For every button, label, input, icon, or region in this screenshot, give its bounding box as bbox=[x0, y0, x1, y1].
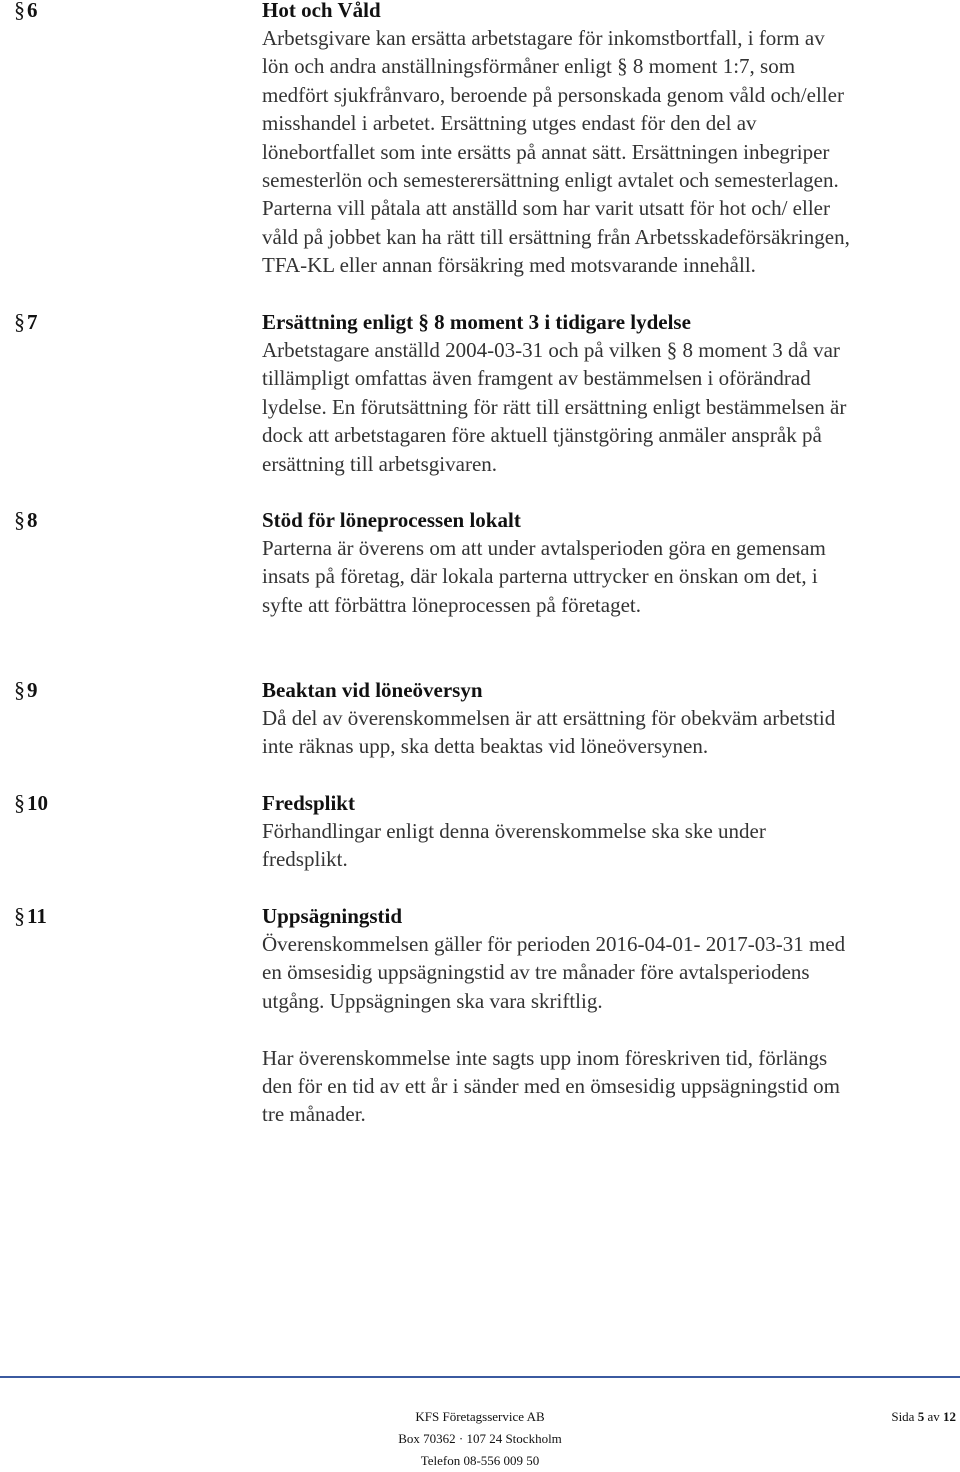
body-line: Parterna är överens om att under avtalsperioden göra en gemensam bbox=[262, 536, 826, 560]
section-number-value: 10 bbox=[27, 791, 48, 815]
body-line: lydelse. En förutsättning för rätt till ersättning enligt bestämmelsen är bbox=[262, 394, 847, 419]
section-heading: Uppsägningstid bbox=[262, 904, 403, 928]
body-line: Överenskommelsen gäller för perioden 2016-04-01- 2017-03-31 med bbox=[262, 932, 846, 956]
body-line: utgång. Uppsägningen ska vara skriftlig. bbox=[262, 988, 603, 1013]
paragraph-sign-icon: § bbox=[14, 677, 25, 702]
section-number-value: 9 bbox=[27, 678, 38, 702]
body-line: tre månader. bbox=[262, 1102, 366, 1127]
section-heading: Ersättning enligt § 8 moment 3 i tidigare lydelse bbox=[262, 310, 691, 334]
section-number bbox=[14, 676, 38, 704]
footer-contact bbox=[370, 1406, 590, 1472]
section-number-value: 7 bbox=[27, 310, 38, 334]
body-line: våld på jobbet kan ha rätt till ersättning från Arbetsskadeförsäkringen, bbox=[262, 224, 850, 249]
footer-phone: Telefon 08-556 009 50 bbox=[420, 1453, 540, 1468]
paragraph-sign-icon: § bbox=[14, 903, 25, 928]
paragraph-sign-icon: § bbox=[14, 507, 25, 532]
section-heading: Fredsplikt bbox=[262, 791, 355, 815]
footer-company: KFS Företagsservice AB bbox=[415, 1409, 545, 1424]
paragraph-sign-icon: § bbox=[14, 0, 25, 22]
page-prefix: Sida bbox=[891, 1409, 915, 1424]
body-line: medfört sjukfrånvaro, beroende på personskada genom våld och/eller bbox=[262, 82, 844, 107]
body-line: Arbetsgivare kan ersätta arbetstagare för inkomstbortfall, i form av bbox=[262, 26, 825, 50]
body-line: en ömsesidig uppsägningstid av tre månader före avtalsperiodens bbox=[262, 960, 810, 985]
body-line: syfte att förbättra löneprocessen på företaget. bbox=[262, 592, 641, 617]
page-separator: av bbox=[927, 1409, 940, 1424]
page-total: 12 bbox=[943, 1409, 956, 1424]
section-body bbox=[262, 704, 952, 761]
section-body bbox=[262, 534, 952, 619]
page-indicator bbox=[860, 1406, 956, 1428]
body-line: semesterlön och semesterersättning enligt avtalet och semesterlagen. bbox=[262, 168, 839, 193]
body-line: insats på företag, där lokala parterna uttrycker en önskan om det, i bbox=[262, 564, 818, 589]
page-current: 5 bbox=[917, 1409, 925, 1424]
body-line: inte räknas upp, ska detta beaktas vid löneöversynen. bbox=[262, 734, 709, 759]
body-line: den för en tid av ett år i sänder med en ömsesidig uppsägningstid om bbox=[262, 1074, 840, 1099]
body-line: lönebortfallet som inte ersätts på annat sätt. Ersättningen inbegriper bbox=[262, 139, 830, 164]
section-number-value: 11 bbox=[27, 904, 47, 928]
body-line: Parterna vill påtala att anställd som har varit utsatt för hot och/ eller bbox=[262, 196, 830, 221]
section-number bbox=[14, 506, 38, 534]
section-body bbox=[262, 817, 952, 874]
body-line: tillämpligt omfattas även framgent av bestämmelsen i oförändrad bbox=[262, 366, 811, 391]
body-line: TFA-KL eller annan försäkring med motsvarande innehåll. bbox=[262, 253, 756, 278]
body-line: misshandel i arbetet. Ersättning utges endast för den del av bbox=[262, 111, 757, 136]
section-number bbox=[14, 308, 38, 336]
body-line: dock att arbetstagaren före aktuell tjänstgöring anmäler anspråk på bbox=[262, 423, 822, 448]
paragraph-sign-icon: § bbox=[14, 309, 25, 334]
section-heading: Beaktan vid löneöversyn bbox=[262, 678, 483, 702]
section-number-value: 6 bbox=[27, 0, 38, 22]
body-line: Arbetstagare anställd 2004-03-31 och på vilken § 8 moment 3 då var bbox=[262, 338, 840, 362]
body-line: Har överenskommelse inte sagts upp inom föreskriven tid, förlängs bbox=[262, 1045, 828, 1070]
section-number bbox=[14, 902, 47, 930]
body-line: fredsplikt. bbox=[262, 847, 348, 872]
body-line: ersättning till arbetsgivaren. bbox=[262, 451, 498, 476]
section-number bbox=[14, 789, 48, 817]
footer-address: Box 70362 · 107 24 Stockholm bbox=[398, 1431, 562, 1446]
body-line: lön och andra anställningsförmåner enligt § 8 moment 1:7, som bbox=[262, 54, 796, 79]
paragraph-sign-icon: § bbox=[14, 790, 25, 815]
section-body bbox=[262, 930, 952, 1129]
section-body bbox=[262, 336, 952, 478]
section-body bbox=[262, 24, 952, 280]
section-heading: Hot och Våld bbox=[262, 0, 381, 22]
body-line: Då del av överenskommelsen är att ersättning för obekväm arbetstid bbox=[262, 706, 836, 730]
body-line: Förhandlingar enligt denna överenskommelse ska ske under bbox=[262, 819, 766, 843]
footer-divider bbox=[0, 1376, 960, 1378]
section-number-value: 8 bbox=[27, 508, 38, 532]
section-number bbox=[14, 0, 38, 24]
section-heading: Stöd för löneprocessen lokalt bbox=[262, 508, 521, 532]
body-line-spacer bbox=[262, 1015, 952, 1043]
